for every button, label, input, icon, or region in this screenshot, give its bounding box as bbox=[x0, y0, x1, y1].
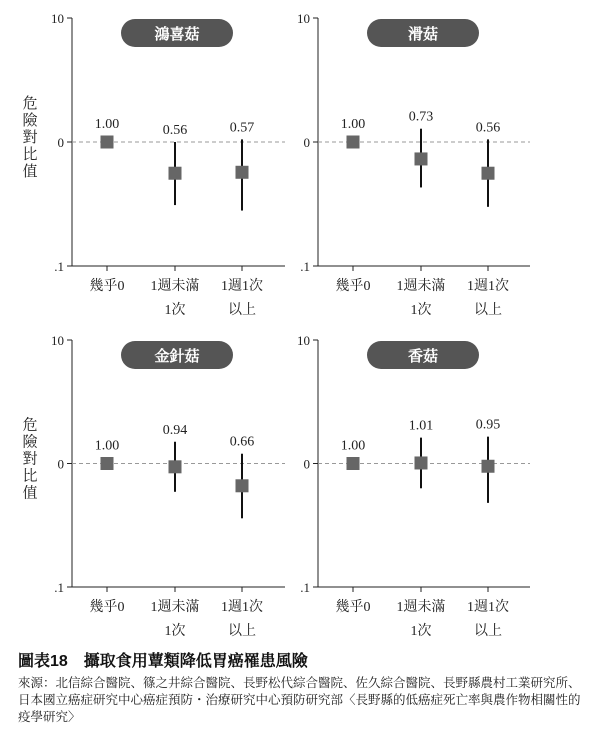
data-label: 1.00 bbox=[94, 438, 120, 454]
data-label: 0.56 bbox=[475, 120, 501, 136]
panel-title: 鴻喜菇 bbox=[154, 27, 200, 43]
point-marker bbox=[347, 457, 360, 470]
x-tick-label: 1週未滿 1次 bbox=[150, 600, 200, 639]
data-label: 0.57 bbox=[229, 120, 255, 136]
point-marker bbox=[347, 136, 360, 149]
x-tick-label: 幾乎0 bbox=[335, 279, 371, 294]
panel-title: 香菇 bbox=[407, 349, 439, 365]
y-tick-label: 0 bbox=[57, 456, 64, 472]
y-tick-label: 0 bbox=[57, 135, 64, 150]
y-tick-label: 10 bbox=[51, 11, 64, 26]
point-marker bbox=[101, 136, 114, 149]
y-axis-label: 危險對比值 bbox=[22, 96, 38, 180]
point-marker bbox=[169, 460, 182, 473]
y-tick-label: .1 bbox=[54, 259, 64, 274]
data-label: 0.94 bbox=[162, 422, 188, 438]
point-marker bbox=[101, 457, 114, 470]
y-tick-label: 10 bbox=[297, 11, 310, 26]
point-marker bbox=[236, 479, 249, 492]
x-tick-label: 1週1次以上 bbox=[221, 600, 263, 639]
panel-title: 金針菇 bbox=[154, 349, 200, 365]
data-label: 1.00 bbox=[340, 438, 366, 454]
y-tick-label: 0 bbox=[303, 135, 310, 150]
y-axis-label: 危險對比值 bbox=[22, 417, 38, 502]
x-tick-label: 幾乎0 bbox=[335, 600, 371, 615]
x-tick-label: 1週1次以上 bbox=[467, 600, 509, 639]
y-tick-label: .1 bbox=[300, 259, 310, 274]
y-tick-label: .1 bbox=[300, 580, 310, 595]
data-label: 0.56 bbox=[162, 123, 188, 138]
x-tick-label: 1週1次以上 bbox=[221, 279, 263, 318]
data-label: 0.95 bbox=[475, 417, 501, 433]
data-label: 0.66 bbox=[229, 434, 255, 450]
y-tick-label: 10 bbox=[51, 333, 64, 348]
x-tick-label: 幾乎0 bbox=[89, 600, 125, 615]
point-marker bbox=[482, 167, 495, 180]
panel-title: 滑菇 bbox=[407, 27, 439, 43]
data-label: 1.00 bbox=[340, 117, 366, 132]
data-label: 1.00 bbox=[94, 117, 120, 132]
x-tick-label: 1週1次以上 bbox=[467, 279, 509, 318]
point-marker bbox=[482, 460, 495, 473]
data-label: 1.01 bbox=[408, 418, 434, 434]
y-tick-label: 10 bbox=[297, 333, 310, 348]
caption-source: 來源：北信綜合醫院、篠之井綜合醫院、長野松代綜合醫院、佐久綜合醫院、長野縣農村工業研究所、日本國立癌症研究中心癌症預防・治療研究中心預防研究部〈長野縣的低癌症死亡率與農作物相關性的疫學研究〉 bbox=[18, 676, 581, 724]
point-marker bbox=[415, 152, 428, 165]
x-tick-label: 1週未滿 1次 bbox=[150, 279, 200, 318]
data-label: 0.73 bbox=[408, 109, 434, 125]
x-tick-label: 1週未滿 1次 bbox=[396, 279, 446, 318]
x-tick-label: 1週未滿 1次 bbox=[396, 600, 446, 639]
point-marker bbox=[169, 167, 182, 180]
caption-title: 圖表18 攝取食用蕈類降低胃癌罹患風險 bbox=[18, 653, 308, 670]
y-tick-label: .1 bbox=[54, 580, 64, 595]
point-marker bbox=[236, 166, 249, 179]
x-tick-label: 幾乎0 bbox=[89, 279, 125, 294]
y-tick-label: 0 bbox=[303, 456, 310, 472]
point-marker bbox=[415, 456, 428, 469]
figure-caption bbox=[18, 648, 590, 726]
